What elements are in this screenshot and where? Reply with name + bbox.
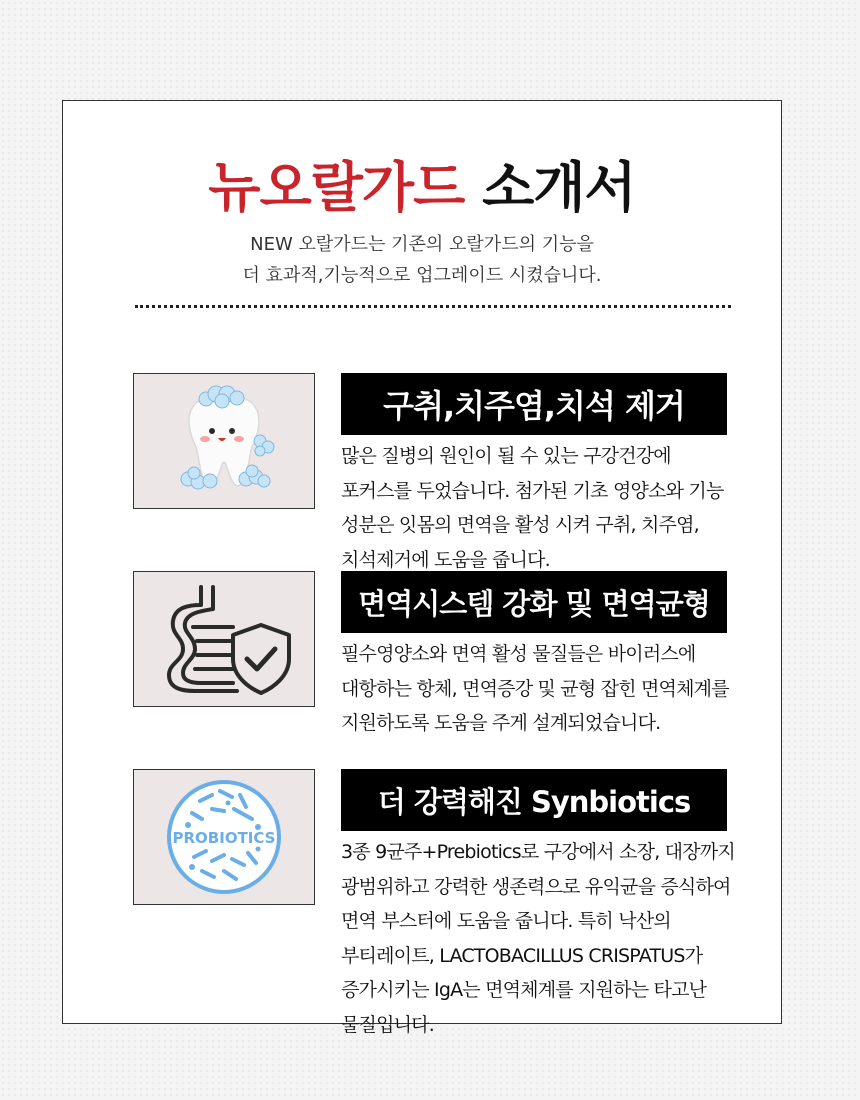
page-title — [63, 153, 781, 223]
intro-line-2: 더 효과적,기능적으로 업그레이드 시켰습니다. — [242, 265, 602, 286]
probiotics-icon-label: PROBIOTICS — [172, 829, 276, 847]
tooth-foam-icon — [164, 381, 284, 501]
intro-text — [63, 229, 781, 291]
feature-2-body: 필수영양소와 면역 활성 물질들은 바이러스에 대항하는 항체, 면역증강 및 균형 잡힌 면역체계를 지원하도록 도움을 주게 설계되었습니다. — [341, 643, 729, 734]
feature-2-heading: 면역시스템 강화 및 면역균형 — [341, 571, 727, 633]
dotted-divider — [135, 305, 731, 308]
probiotics-icon — [162, 775, 286, 899]
feature-1-image — [133, 373, 315, 509]
intestine-shield-icon — [149, 579, 299, 699]
feature-3-heading: 더 강력해진 Synbiotics — [341, 769, 727, 831]
feature-2-image — [133, 571, 315, 707]
feature-3-body: 3종 9균주+Prebiotics로 구강에서 소장, 대장까지 광범위하고 강력한 생존력으로 유익균을 증식하여 면역 부스터에 도움을 줍니다. 특히 낙산의 부티레이트, LACTOBACILLUS CRISPATUS가 증가시키는 IgA는 면역체계를 지원하는 타고난 물질입니다. — [341, 841, 735, 1036]
intro-card — [62, 100, 782, 1036]
feature-1-heading: 구취,치주염,치석 제거 — [341, 373, 727, 435]
feature-1-body: 많은 질병의 원인이 될 수 있는 구강건강에 포커스를 두었습니다. 첨가된 기초 영양소와 기능 성분은 잇몸의 면역을 활성 시켜 구취, 치주염, 치석제거에 도움을 줍니다. — [341, 445, 724, 571]
title-brand: 뉴오랄가드 — [208, 156, 465, 219]
feature-3-image — [133, 769, 315, 905]
title-suffix: 소개서 — [482, 156, 636, 219]
intro-line-1: NEW 오랄가드는 기존의 오랄가드의 기능을 — [250, 234, 594, 255]
